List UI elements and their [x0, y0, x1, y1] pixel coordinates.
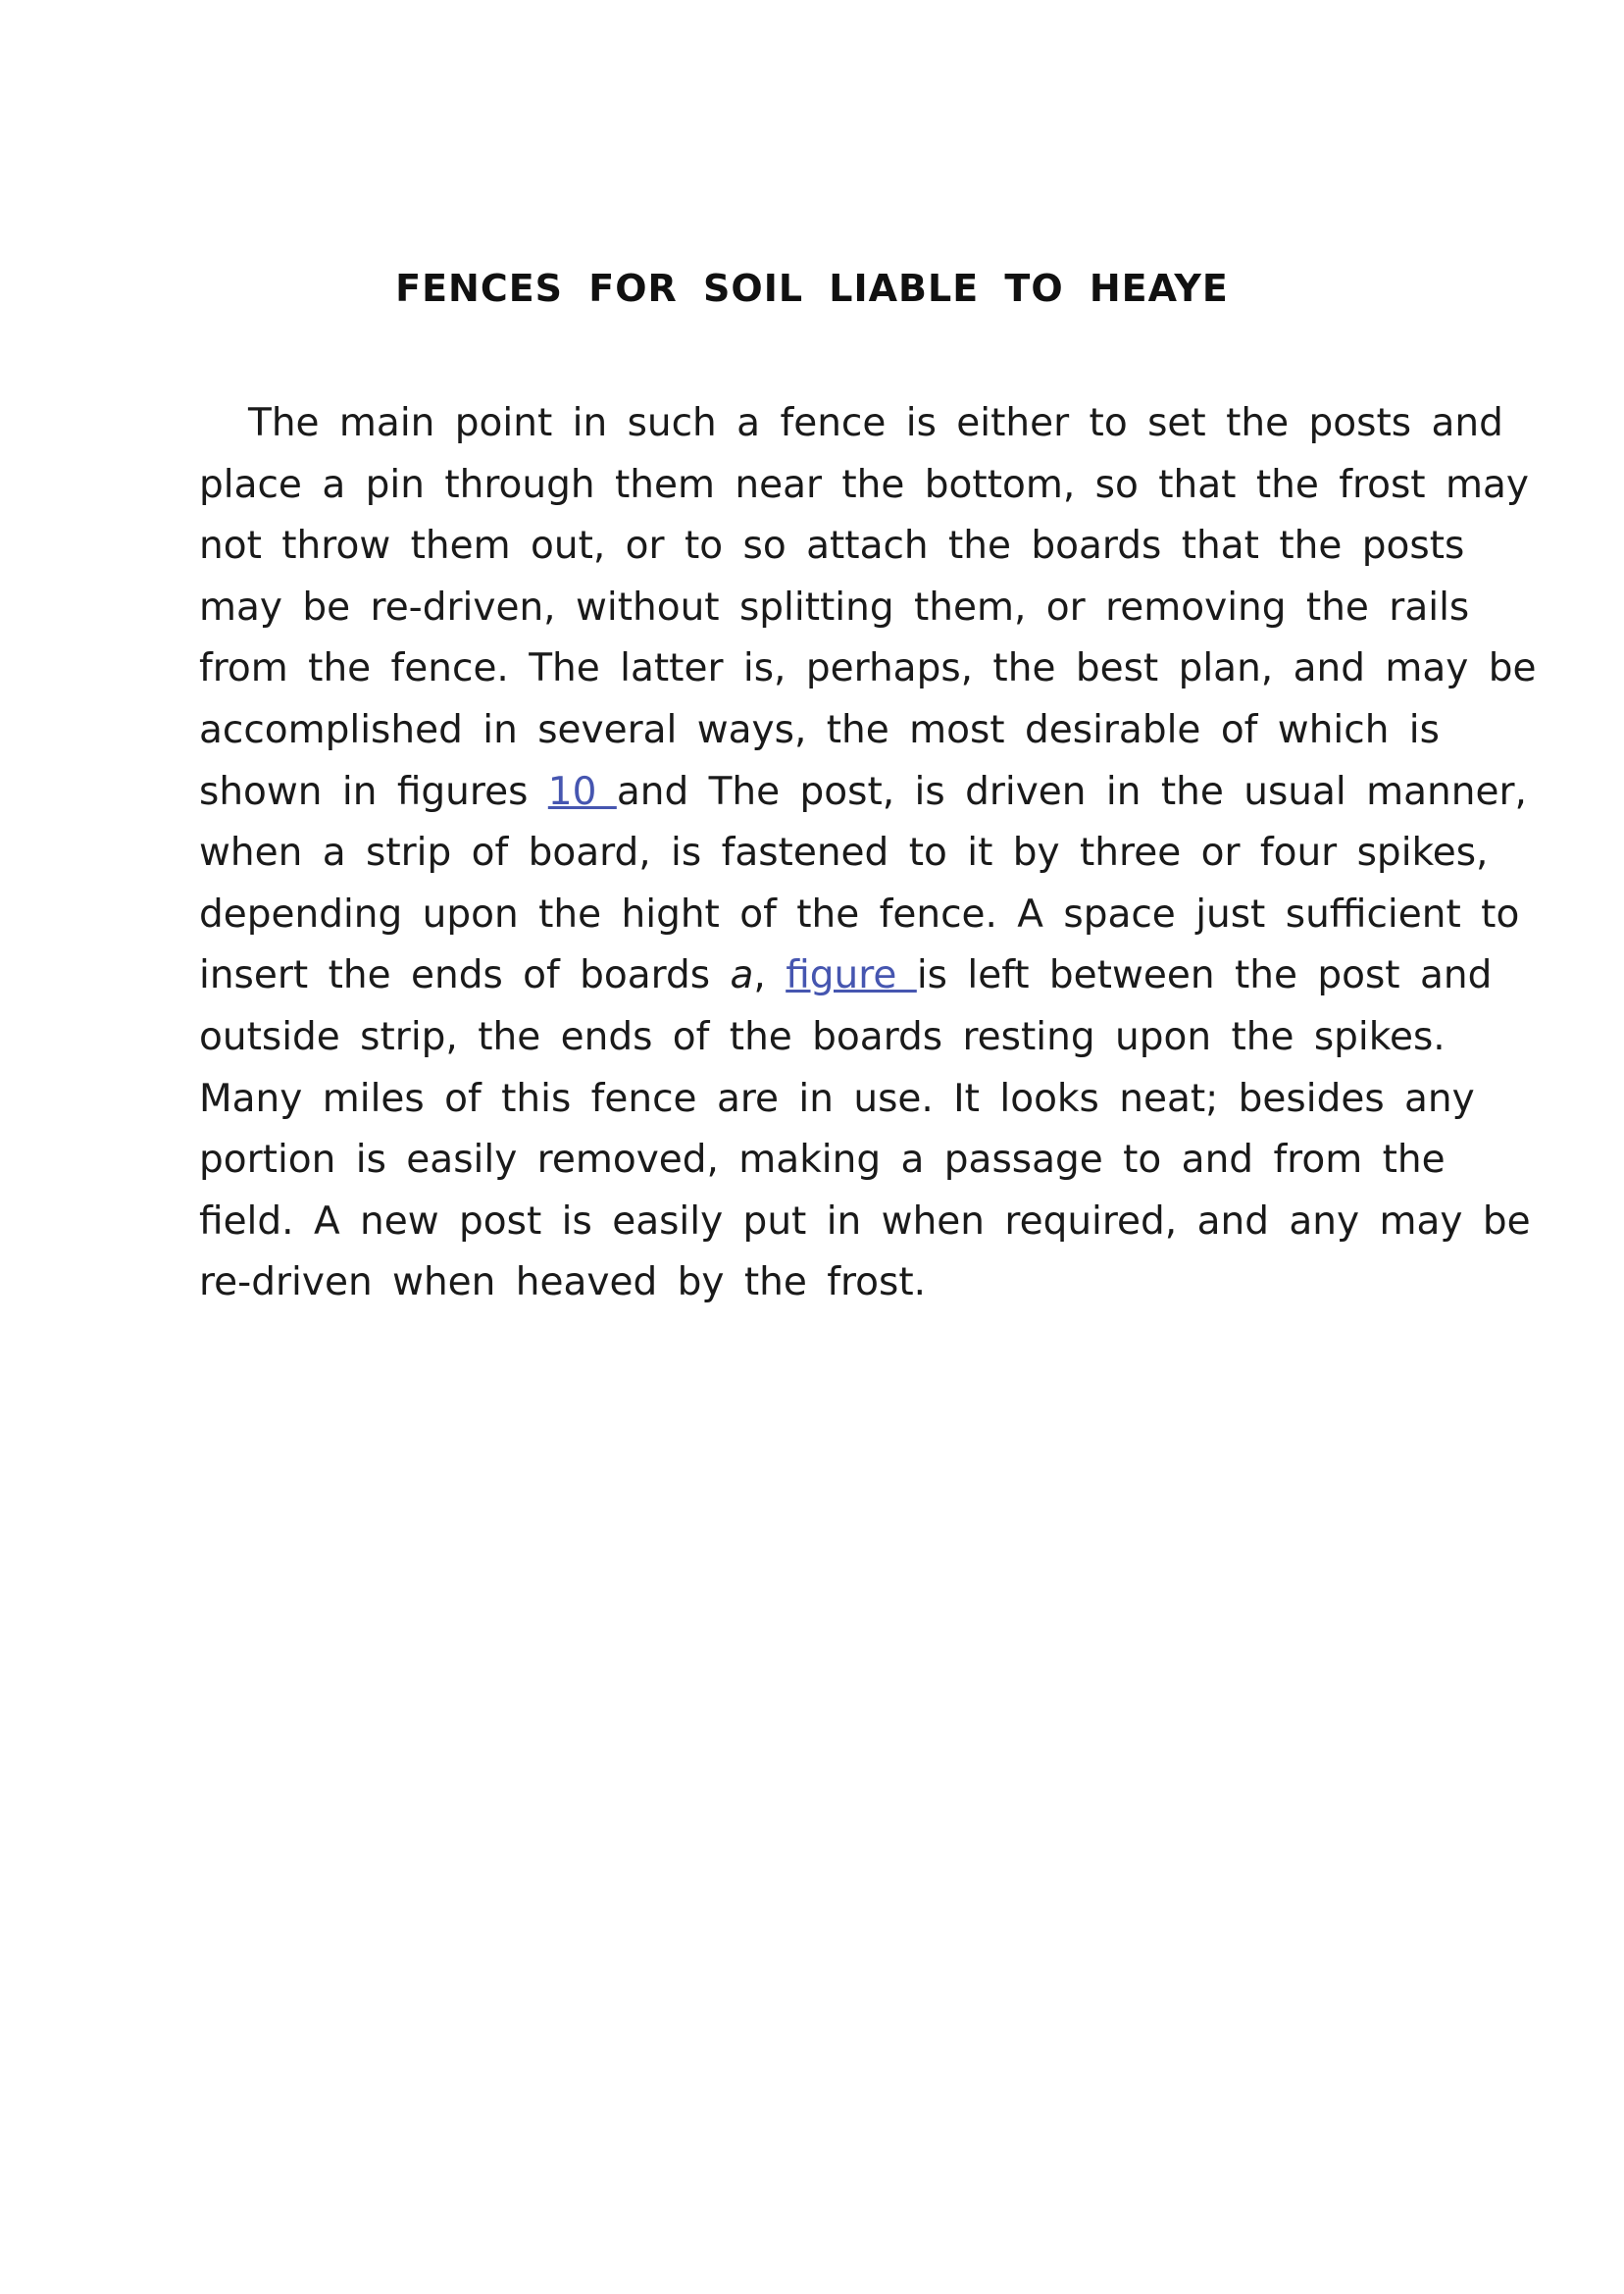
paragraph-text: shown in figures — [199, 769, 548, 814]
page-title: FENCES FOR SOIL LIABLE TO HEAYE — [395, 267, 1229, 310]
paragraph-line: when a strip of board, is fastened to it by three or four spikes, — [199, 831, 1489, 876]
paragraph-line — [199, 762, 1527, 824]
italic-label: a — [730, 953, 754, 998]
paragraph-text: is left between the post and — [916, 953, 1493, 998]
figures-link[interactable]: 10 — [547, 769, 617, 814]
body-paragraph — [199, 393, 1537, 1314]
paragraph-line: re-driven when heaved by the frost. — [199, 1260, 927, 1305]
paragraph-line: outside strip, the ends of the boards resting upon the spikes. — [199, 1014, 1446, 1059]
paragraph-line — [199, 945, 1493, 1007]
paragraph-line: depending upon the hight of the fence. A space just sufficient to — [199, 892, 1520, 937]
paragraph-line: The main point in such a fence is either to set the posts and — [248, 401, 1503, 445]
figure-link[interactable]: figure — [786, 953, 917, 998]
paragraph-line: from the fence. The latter is, perhaps, the best plan, and may be — [199, 646, 1537, 691]
paragraph-line: may be re-driven, without splitting them, or removing the rails — [199, 585, 1470, 630]
paragraph-text: , — [753, 953, 787, 998]
paragraph-line: not throw them out, or to so attach the boards that the posts — [199, 524, 1465, 569]
paragraph-text: insert the ends of boards — [199, 953, 731, 998]
paragraph-line: Many miles of this fence are in use. It looks neat; besides any — [199, 1076, 1475, 1121]
paragraph-line: accomplished in several ways, the most desirable of which is — [199, 707, 1440, 752]
paragraph-text: and The post, is driven in the usual manner, — [616, 769, 1527, 814]
paragraph-line: portion is easily removed, making a passage to and from the — [199, 1138, 1446, 1183]
paragraph-line: place a pin through them near the bottom, so that the frost may — [199, 462, 1529, 507]
paragraph-line: field. A new post is easily put in when required, and any may be — [199, 1198, 1531, 1244]
